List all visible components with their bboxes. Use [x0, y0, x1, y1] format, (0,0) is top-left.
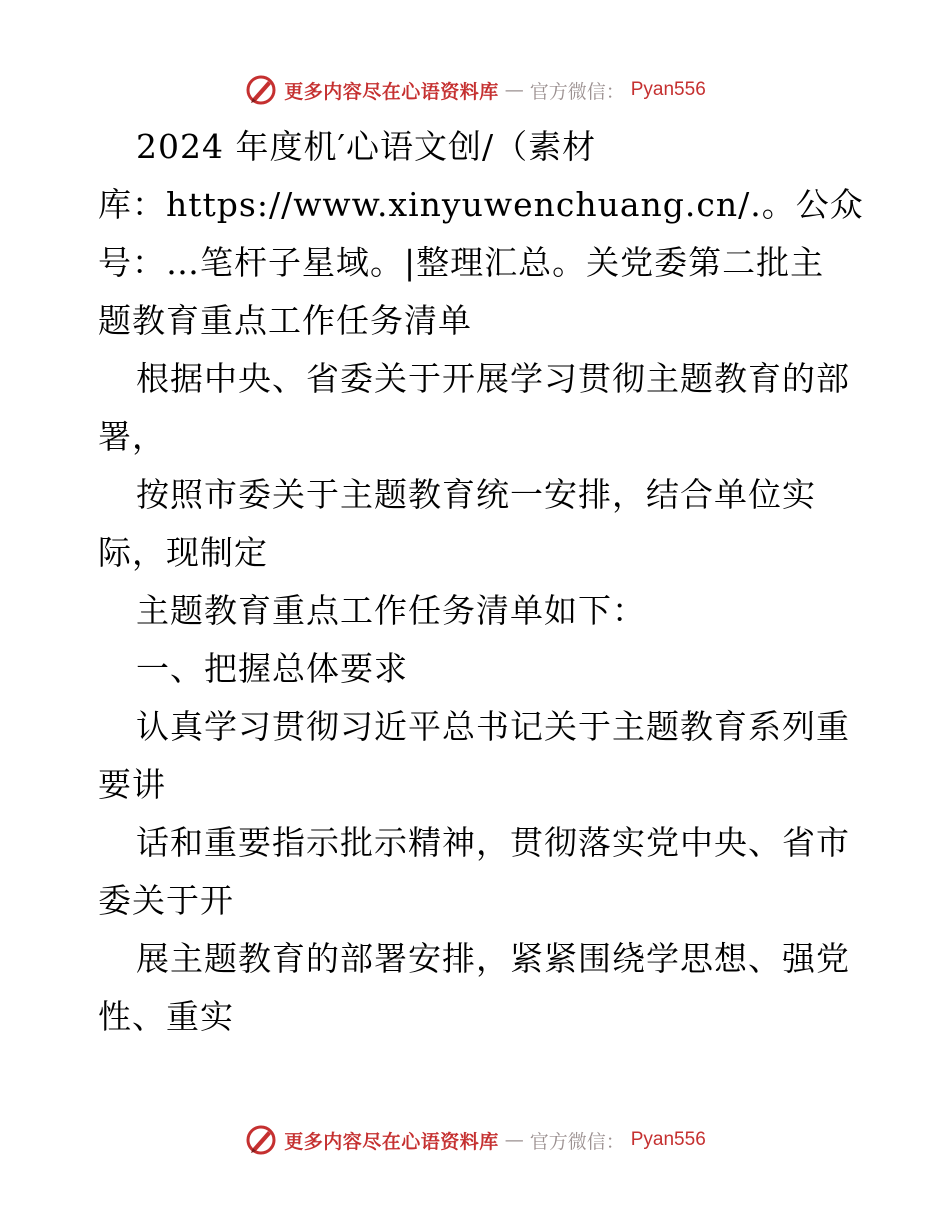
footer-banner-text[interactable]: 更多内容尽在心语资料库 — [284, 1130, 499, 1153]
document-line: 题教育重点工作任务清单 — [98, 301, 472, 340]
document-line: 要讲 — [98, 765, 166, 804]
document-line: 一、把握总体要求 — [136, 649, 408, 688]
footer-banner-inner — [244, 1123, 706, 1157]
document-line: 委关于开 — [98, 881, 234, 920]
document-line: 认真学习贯彻习近平总书记关于主题教育系列重 — [136, 707, 850, 746]
header-banner — [0, 70, 950, 110]
header-wechat-id[interactable]: Pyan556 — [630, 79, 706, 100]
pen-logo-icon — [244, 73, 278, 107]
document-line: 主题教育重点工作任务清单如下： — [136, 591, 646, 630]
document-line: 号：…笔杆子星域。|整理汇总。关党委第二批主 — [98, 243, 825, 282]
document-line: 根据中央、省委关于开展学习贯彻主题教育的部 — [136, 359, 850, 398]
header-banner-text[interactable]: 更多内容尽在心语资料库 — [284, 80, 499, 103]
document-line: 2024 年度机′心语文创/（素材 — [136, 127, 597, 166]
footer-banner — [0, 1120, 950, 1160]
document-line: 署， — [98, 417, 166, 456]
document-line: 展主题教育的部署安排，紧紧围绕学思想、强党 — [136, 939, 850, 978]
header-banner-inner — [244, 73, 706, 107]
document-line: 话和重要指示批示精神，贯彻落实党中央、省市 — [136, 823, 850, 862]
document-line: 库：https://www.xinyuwenchuang.cn/.。公众 — [98, 185, 864, 224]
header-banner-separator: — — [504, 79, 524, 101]
footer-wechat-label: 官方微信： — [529, 1130, 625, 1153]
document-line: 际，现制定 — [98, 533, 268, 572]
footer-banner-separator: — — [504, 1129, 524, 1151]
document-line: 按照市委关于主题教育统一安排，结合单位实 — [136, 475, 816, 514]
pen-logo-icon — [244, 1123, 278, 1157]
document-line: 性、重实 — [98, 997, 234, 1036]
header-wechat-label: 官方微信： — [529, 80, 625, 103]
document-body — [98, 118, 864, 1046]
footer-wechat-id[interactable]: Pyan556 — [630, 1129, 706, 1150]
